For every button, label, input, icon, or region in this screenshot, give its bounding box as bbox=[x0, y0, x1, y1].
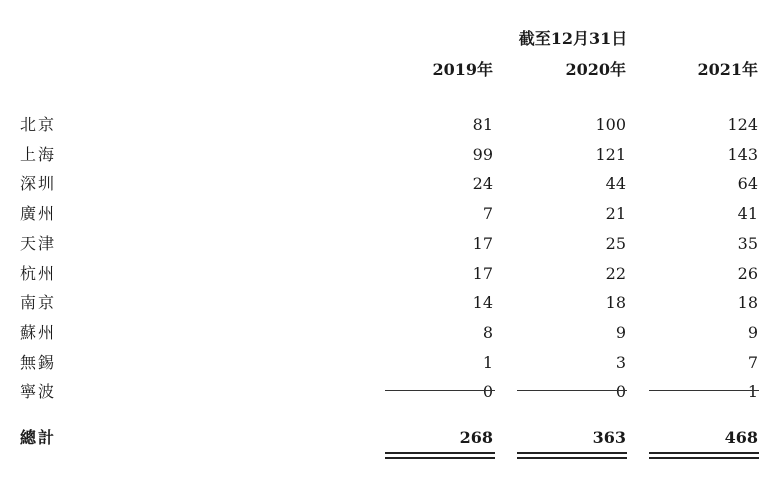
subtotal-rule-2021 bbox=[649, 390, 759, 391]
subtotal-rule-2019 bbox=[385, 390, 495, 391]
city-label: 寧波 bbox=[20, 382, 57, 401]
cell-value: 7 bbox=[482, 204, 493, 223]
cell-value: 3 bbox=[615, 353, 626, 372]
cell-value: 18 bbox=[737, 293, 758, 312]
cell-value: 22 bbox=[605, 264, 626, 283]
year-header-2019: 2019年 bbox=[432, 60, 493, 79]
cell-value: 18 bbox=[605, 293, 626, 312]
city-label: 廣州 bbox=[20, 204, 57, 223]
cell-value: 35 bbox=[737, 234, 758, 253]
total-double-rule-2021 bbox=[649, 452, 759, 459]
cell-value: 17 bbox=[472, 264, 493, 283]
cell-value: 0 bbox=[482, 382, 493, 401]
city-label: 上海 bbox=[20, 145, 57, 164]
cell-value: 8 bbox=[482, 323, 493, 342]
total-label: 總計 bbox=[20, 428, 57, 447]
cell-value: 143 bbox=[727, 145, 758, 164]
cell-value: 9 bbox=[615, 323, 626, 342]
city-label: 蘇州 bbox=[20, 323, 57, 342]
total-value-2020: 363 bbox=[592, 428, 626, 447]
cell-value: 26 bbox=[737, 264, 758, 283]
total-value-2021: 468 bbox=[724, 428, 758, 447]
city-label: 南京 bbox=[20, 293, 57, 312]
cell-value: 99 bbox=[472, 145, 493, 164]
cell-value: 124 bbox=[727, 115, 758, 134]
cell-value: 24 bbox=[472, 174, 493, 193]
cell-value: 21 bbox=[605, 204, 626, 223]
cell-value: 100 bbox=[595, 115, 626, 134]
cell-value: 17 bbox=[472, 234, 493, 253]
cell-value: 41 bbox=[737, 204, 758, 223]
period-header: 截至12月31日 bbox=[518, 29, 628, 48]
total-double-rule-2019 bbox=[385, 452, 495, 459]
subtotal-rule-2020 bbox=[517, 390, 627, 391]
cell-value: 9 bbox=[747, 323, 758, 342]
cell-value: 1 bbox=[747, 382, 758, 401]
cell-value: 64 bbox=[737, 174, 758, 193]
city-label: 天津 bbox=[20, 234, 57, 253]
cell-value: 81 bbox=[472, 115, 493, 134]
year-header-2020: 2020年 bbox=[565, 60, 626, 79]
city-label: 北京 bbox=[20, 115, 57, 134]
city-label: 無錫 bbox=[20, 353, 57, 372]
cell-value: 7 bbox=[747, 353, 758, 372]
total-value-2019: 268 bbox=[459, 428, 493, 447]
cell-value: 25 bbox=[605, 234, 626, 253]
cell-value: 0 bbox=[615, 382, 626, 401]
cell-value: 44 bbox=[605, 174, 626, 193]
cell-value: 121 bbox=[595, 145, 626, 164]
cell-value: 14 bbox=[472, 293, 493, 312]
cell-value: 1 bbox=[482, 353, 493, 372]
total-double-rule-2020 bbox=[517, 452, 627, 459]
city-label: 深圳 bbox=[20, 174, 57, 193]
city-label: 杭州 bbox=[20, 264, 57, 283]
year-header-2021: 2021年 bbox=[697, 60, 758, 79]
